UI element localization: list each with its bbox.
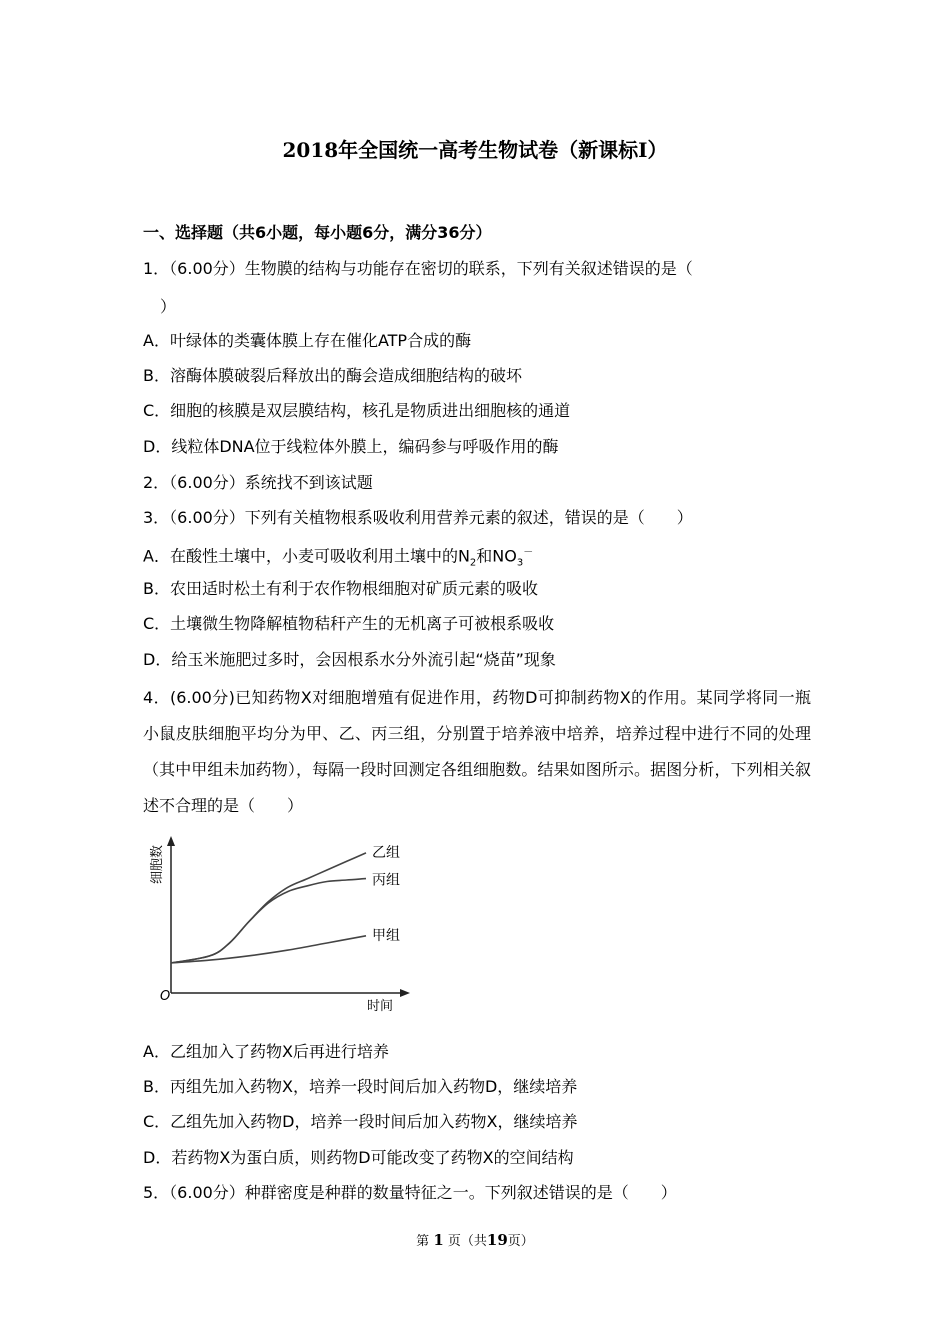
section-heading: 一、选择题（共6小题，每小题6分，满分36分） bbox=[143, 223, 492, 242]
x-axis-label: 时间 bbox=[367, 999, 394, 1014]
option-a-text-mid: 和NO bbox=[476, 546, 517, 566]
question-1-option-c: C．细胞的核膜是双层膜结构，核孔是物质进出细胞核的通道 bbox=[143, 401, 571, 420]
series-label-jia: 甲组 bbox=[372, 927, 400, 944]
footer-suffix: 页） bbox=[507, 1234, 534, 1249]
no3-charge: － bbox=[523, 547, 534, 558]
question-3-option-b: B．农田适时松土有利于农作物根细胞对矿质元素的吸收 bbox=[143, 579, 538, 598]
footer-prefix: 第 bbox=[416, 1234, 430, 1249]
question-4-option-a: A．乙组加入了药物X后再进行培养 bbox=[143, 1042, 389, 1061]
y-axis-arrow bbox=[167, 836, 175, 846]
current-page-number: 1 bbox=[433, 1231, 444, 1249]
question-4-stem: 4．(6.00分)已知药物X对细胞增殖有促进作用，药物D可抑制药物X的作用。某同学将同一瓶小鼠皮肤细胞平均分为甲、乙、丙三组，分别置于培养液中培养，培养过程中进行不同的处理（其中甲组未加药物），每隔一段时回测定各组细胞数。结果如图所示。据图分析，下列相关叙述不合理的是（ ） bbox=[143, 688, 811, 815]
series-label-bing: 丙组 bbox=[372, 872, 400, 889]
question-4-option-d: D．若药物X为蛋白质，则药物D可能改变了药物X的空间结构 bbox=[143, 1148, 574, 1167]
question-1-option-d: D．线粒体DNA位于线粒体外膜上，编码参与呼吸作用的酶 bbox=[143, 437, 559, 456]
footer-middle: 页（共 bbox=[447, 1234, 487, 1249]
y-axis-label: 细胞数 bbox=[150, 844, 165, 884]
series-line-bing bbox=[171, 879, 366, 963]
question-1-option-b: B．溶酶体膜破裂后释放出的酶会造成细胞结构的破坏 bbox=[143, 366, 522, 385]
question-3-stem: 3．（6.00分）下列有关植物根系吸收利用营养元素的叙述，错误的是（ ） bbox=[143, 508, 693, 527]
question-1-stem: 1．（6.00分）生物膜的结构与功能存在密切的联系，下列有关叙述错误的是（ bbox=[143, 259, 693, 278]
question-4-option-c: C．乙组先加入药物D，培养一段时间后加入药物X，继续培养 bbox=[143, 1112, 578, 1131]
question-5-stem: 5．（6.00分）种群密度是种群的数量特征之一。下列叙述错误的是（ ） bbox=[143, 1183, 677, 1202]
total-pages: 19 bbox=[486, 1231, 508, 1249]
series-line-yi bbox=[171, 853, 366, 963]
question-3-option-a bbox=[143, 542, 533, 575]
question-1-option-a: A．叶绿体的类囊体膜上存在催化ATP合成的酶 bbox=[143, 331, 472, 350]
question-2-stem: 2．（6.00分）系统找不到该试题 bbox=[143, 473, 373, 492]
page-footer bbox=[0, 1230, 950, 1249]
x-axis-arrow bbox=[400, 989, 410, 997]
question-3-option-c: C．土壤微生物降解植物秸秆产生的无机离子可被根系吸收 bbox=[143, 614, 555, 633]
n2-subscript: 2 bbox=[469, 557, 477, 569]
cell-count-graph bbox=[140, 828, 420, 1018]
no3-subscript: 3 bbox=[516, 557, 524, 569]
series-layer bbox=[171, 845, 400, 963]
question-1-stem-end: ） bbox=[160, 297, 177, 316]
origin-label: O bbox=[160, 989, 171, 1004]
exam-title: 2018年全国统一高考生物试卷（新课标Ⅰ） bbox=[282, 138, 668, 162]
question-3-option-d: D．给玉米施肥过多时，会因根系水分外流引起“烧苗”现象 bbox=[143, 650, 556, 669]
series-label-yi: 乙组 bbox=[372, 844, 400, 861]
option-a-text: A．在酸性土壤中，小麦可吸收利用土壤中的N bbox=[143, 546, 470, 566]
question-4-option-b: B．丙组先加入药物X，培养一段时间后加入药物D，继续培养 bbox=[143, 1077, 578, 1096]
